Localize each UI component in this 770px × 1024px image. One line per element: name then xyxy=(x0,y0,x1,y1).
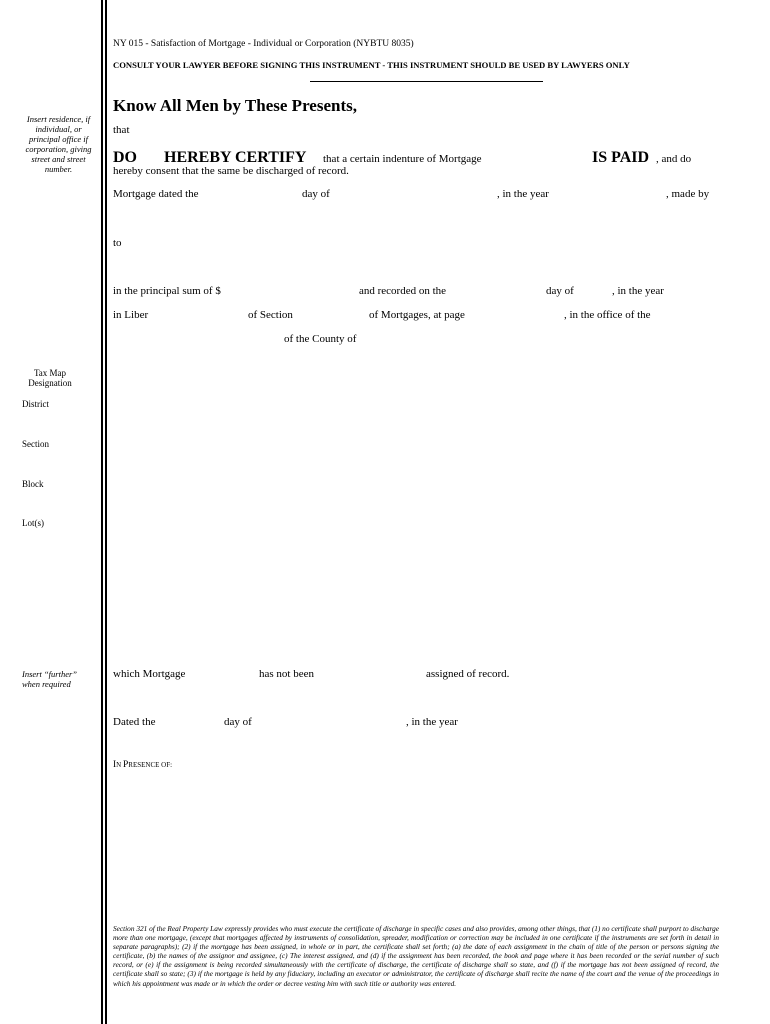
hereby-certify-text: HEREBY CERTIFY xyxy=(164,149,307,166)
that-text: that xyxy=(113,124,130,136)
in-the-year-text-1: , in the year xyxy=(497,188,549,200)
presence-letter-i: I xyxy=(113,760,117,770)
which-mortgage-text: which Mortgage xyxy=(113,668,186,680)
office-of-text: , in the office of the xyxy=(564,309,651,321)
recorded-on-text: and recorded on the xyxy=(359,285,447,297)
further-note-1: Insert “further” xyxy=(22,669,78,679)
mortgage-dated-text: Mortgage dated the xyxy=(113,188,199,200)
in-the-year-text-3: , in the year xyxy=(406,716,458,728)
district-label: District xyxy=(22,399,49,409)
form-id: NY 015 - Satisfaction of Mortgage - Individual or Corporation (NYBTU 8035) xyxy=(113,39,414,49)
presence-letter-n: N xyxy=(116,761,123,769)
presence-letter-p: P xyxy=(122,760,129,770)
day-of-text-1: day of xyxy=(302,188,330,200)
lawyer-warning: CONSULT YOUR LAWYER BEFORE SIGNING THIS INSTRUMENT - THIS INSTRUMENT SHOULD BE USED BY LAWYERS ONLY xyxy=(113,60,630,70)
section-321-footnote: Section 321 of the Real Property Law expressly provides who must execute the certificate of discharge in specific cases and also provides, among other things, that (1) no certificate shall purport to discharge more than one mortgage, (except that mortgages affected by instruments of consolidation, spreader, modification or correction may be included in one certificate if the instruments are set forth in detail in separate paragraphs); (2) if the mortgage has been assigned, in whole or in part, the certificate shall set forth; (a) the date of each assignment in the chain of title of the person or persons signing the certificate, (b) the names of the assignor and assignee, (c) The interest assigned, and (d) if the assignment has been recorded, the book and page where it has been recorded or the serial number of such record, or (e) if the assignment is being recorded simultaneously with the certificate of discharge, the certificate of discharge shall so state, and (f) if the mortgage has not been assigned of record, the certificate shall so state; (3) if the mortgage is held by any fiduciary, including an executor or administrator, the certificate of discharge shall recite the name of the court and the venue of the proceedings in which his appointment was made or in which the order or decree vesting him with such title or authority was entered. xyxy=(113,924,719,988)
indenture-text: that a certain indenture of Mortgage xyxy=(323,153,482,165)
of-section-text: of Section xyxy=(248,309,293,321)
to-text: to xyxy=(113,237,122,249)
principal-sum-text: in the principal sum of $ xyxy=(113,285,221,297)
lots-label: Lot(s) xyxy=(22,518,44,528)
residence-note: Insert residence, if individual, or principal office if corporation, giving street and street number. xyxy=(25,114,92,174)
document-title: Know All Men by These Presents, xyxy=(113,96,357,115)
in-the-year-text-2: , in the year xyxy=(612,285,664,297)
margin-rule-left xyxy=(101,0,103,1024)
tax-map-label-1: Tax Map xyxy=(33,368,67,378)
assigned-text: assigned of record. xyxy=(426,668,510,680)
tax-map-label-2: Designation xyxy=(28,378,72,388)
further-note-2: when required xyxy=(22,679,71,689)
has-not-been-text: has not been xyxy=(259,668,314,680)
county-of-text: of the County of xyxy=(284,333,357,345)
do-text: DO xyxy=(113,149,137,166)
made-by-text: , made by xyxy=(666,188,710,200)
is-paid-text: IS PAID xyxy=(592,149,650,166)
and-do-text: , and do xyxy=(656,153,692,165)
header-divider xyxy=(310,81,543,82)
in-presence-of-label xyxy=(113,754,172,772)
day-of-text-2: day of xyxy=(546,285,574,297)
dated-the-text: Dated the xyxy=(113,716,156,728)
presence-rest: RESENCE OF: xyxy=(128,761,173,769)
margin-rule-right xyxy=(105,0,107,1024)
block-label: Block xyxy=(22,479,44,489)
consent-text: hereby consent that the same be discharged of record. xyxy=(113,165,349,177)
day-of-text-3: day of xyxy=(224,716,252,728)
in-liber-text: in Liber xyxy=(113,309,149,321)
of-mortgages-text: of Mortgages, at page xyxy=(369,309,465,321)
section-label: Section xyxy=(22,439,49,449)
